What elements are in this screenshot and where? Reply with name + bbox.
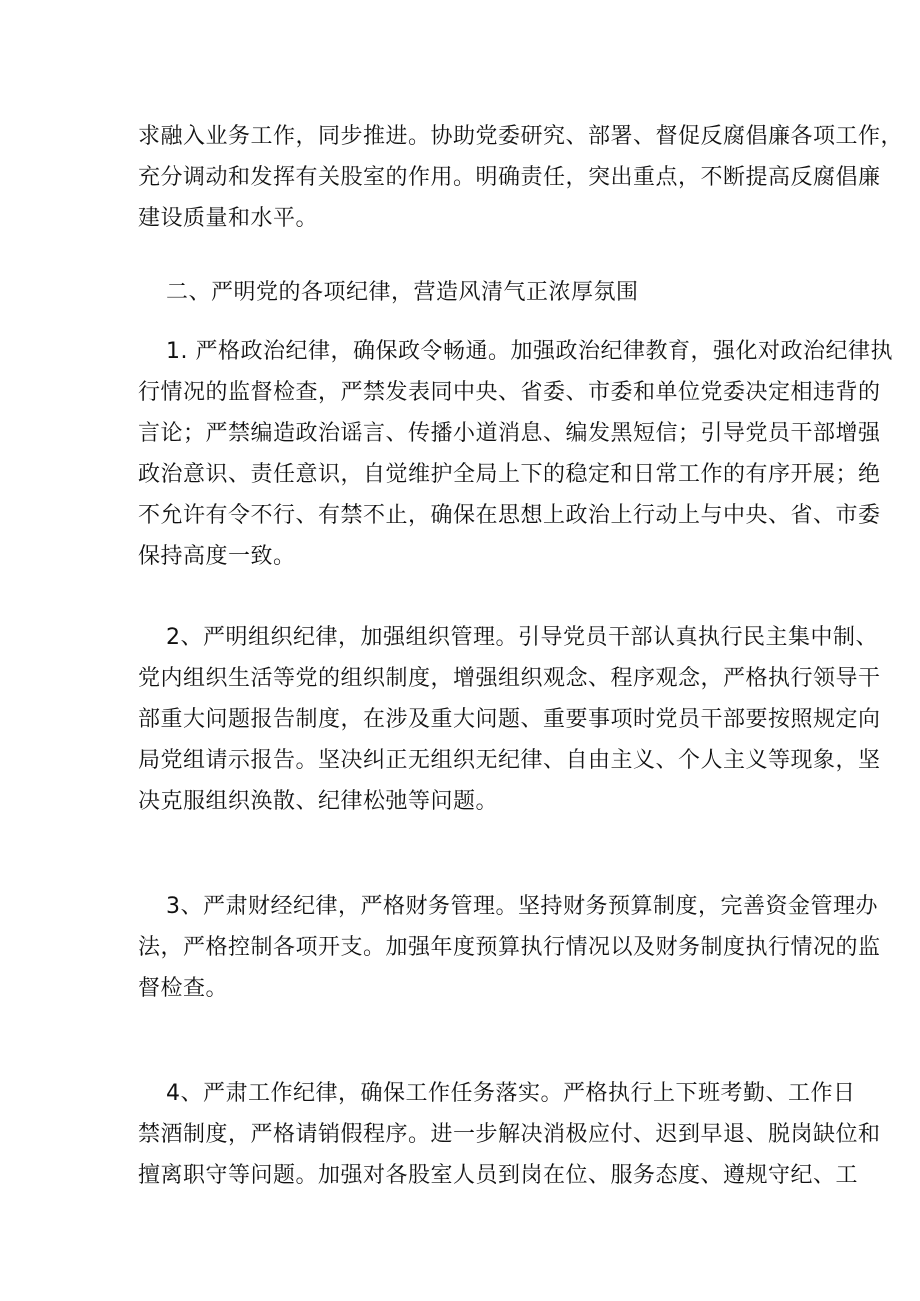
text-line: 局党组请示报告。坚决纠正无组织无纪律、自由主义、个人主义等现象，坚 [138,748,881,773]
text-line: 1. 严格政治纪律，确保政令畅通。加强政治纪律教育，强化对政治纪律执 [166,339,893,364]
text-line: 言论；严禁编造政治谣言、传播小道消息、编发黑短信；引导党员干部增强 [138,421,881,446]
text-line: 政治意识、责任意识，自觉维护全局上下的稳定和日常工作的有序开展；绝 [138,462,881,487]
text-line: 4、严肃工作纪律，确保工作任务落实。严格执行上下班考勤、工作日 [166,1081,856,1106]
text-line: 决克服组织涣散、纪律松弛等问题。 [138,789,499,814]
text-line: 擅离职守等问题。加强对各股室人员到岗在位、服务态度、遵规守纪、工 [138,1163,859,1188]
text-line: 不允许有令不行、有禁不止，确保在思想上政治上行动上与中央、省、市委 [138,503,881,528]
text-line: 充分调动和发挥有关股室的作用。明确责任，突出重点，不断提高反腐倡廉 [138,165,881,190]
text-line: 3、严肃财经纪律，严格财务管理。坚持财务预算制度，完善资金管理办 [166,894,878,919]
paragraph-item-3 [138,886,881,1009]
text-line: 督检查。 [138,976,229,1001]
paragraph-item-4 [138,1073,881,1196]
text-line: 2、严明组织纪律，加强组织管理。引导党员干部认真执行民主集中制、 [166,625,878,650]
paragraph-item-1 [138,331,893,577]
text-line: 党内组织生活等党的组织制度，增强组织观念、程序观念，严格执行领导干 [138,666,881,691]
text-line: 法，严格控制各项开支。加强年度预算执行情况以及财务制度执行情况的监 [138,935,881,960]
paragraph-intro [138,116,904,239]
text-line: 部重大问题报告制度，在涉及重大问题、重要事项时党员干部要按照规定向 [138,707,881,732]
text-line: 保持高度一致。 [138,544,296,569]
text-line: 求融入业务工作，同步推进。协助党委研究、部署、督促反腐倡廉各项工作， [138,124,904,149]
text-line: 禁酒制度，严格请销假程序。进一步解决消极应付、迟到早退、脱岗缺位和 [138,1122,881,1147]
heading-text: 二、严明党的各项纪律，营造风清气正浓厚氛围 [166,280,639,305]
section-heading [166,272,816,313]
text-line: 建设质量和水平。 [138,206,319,231]
text-line: 行情况的监督检查，严禁发表同中央、省委、市委和单位党委决定相违背的 [138,380,881,405]
paragraph-item-2 [138,617,881,822]
